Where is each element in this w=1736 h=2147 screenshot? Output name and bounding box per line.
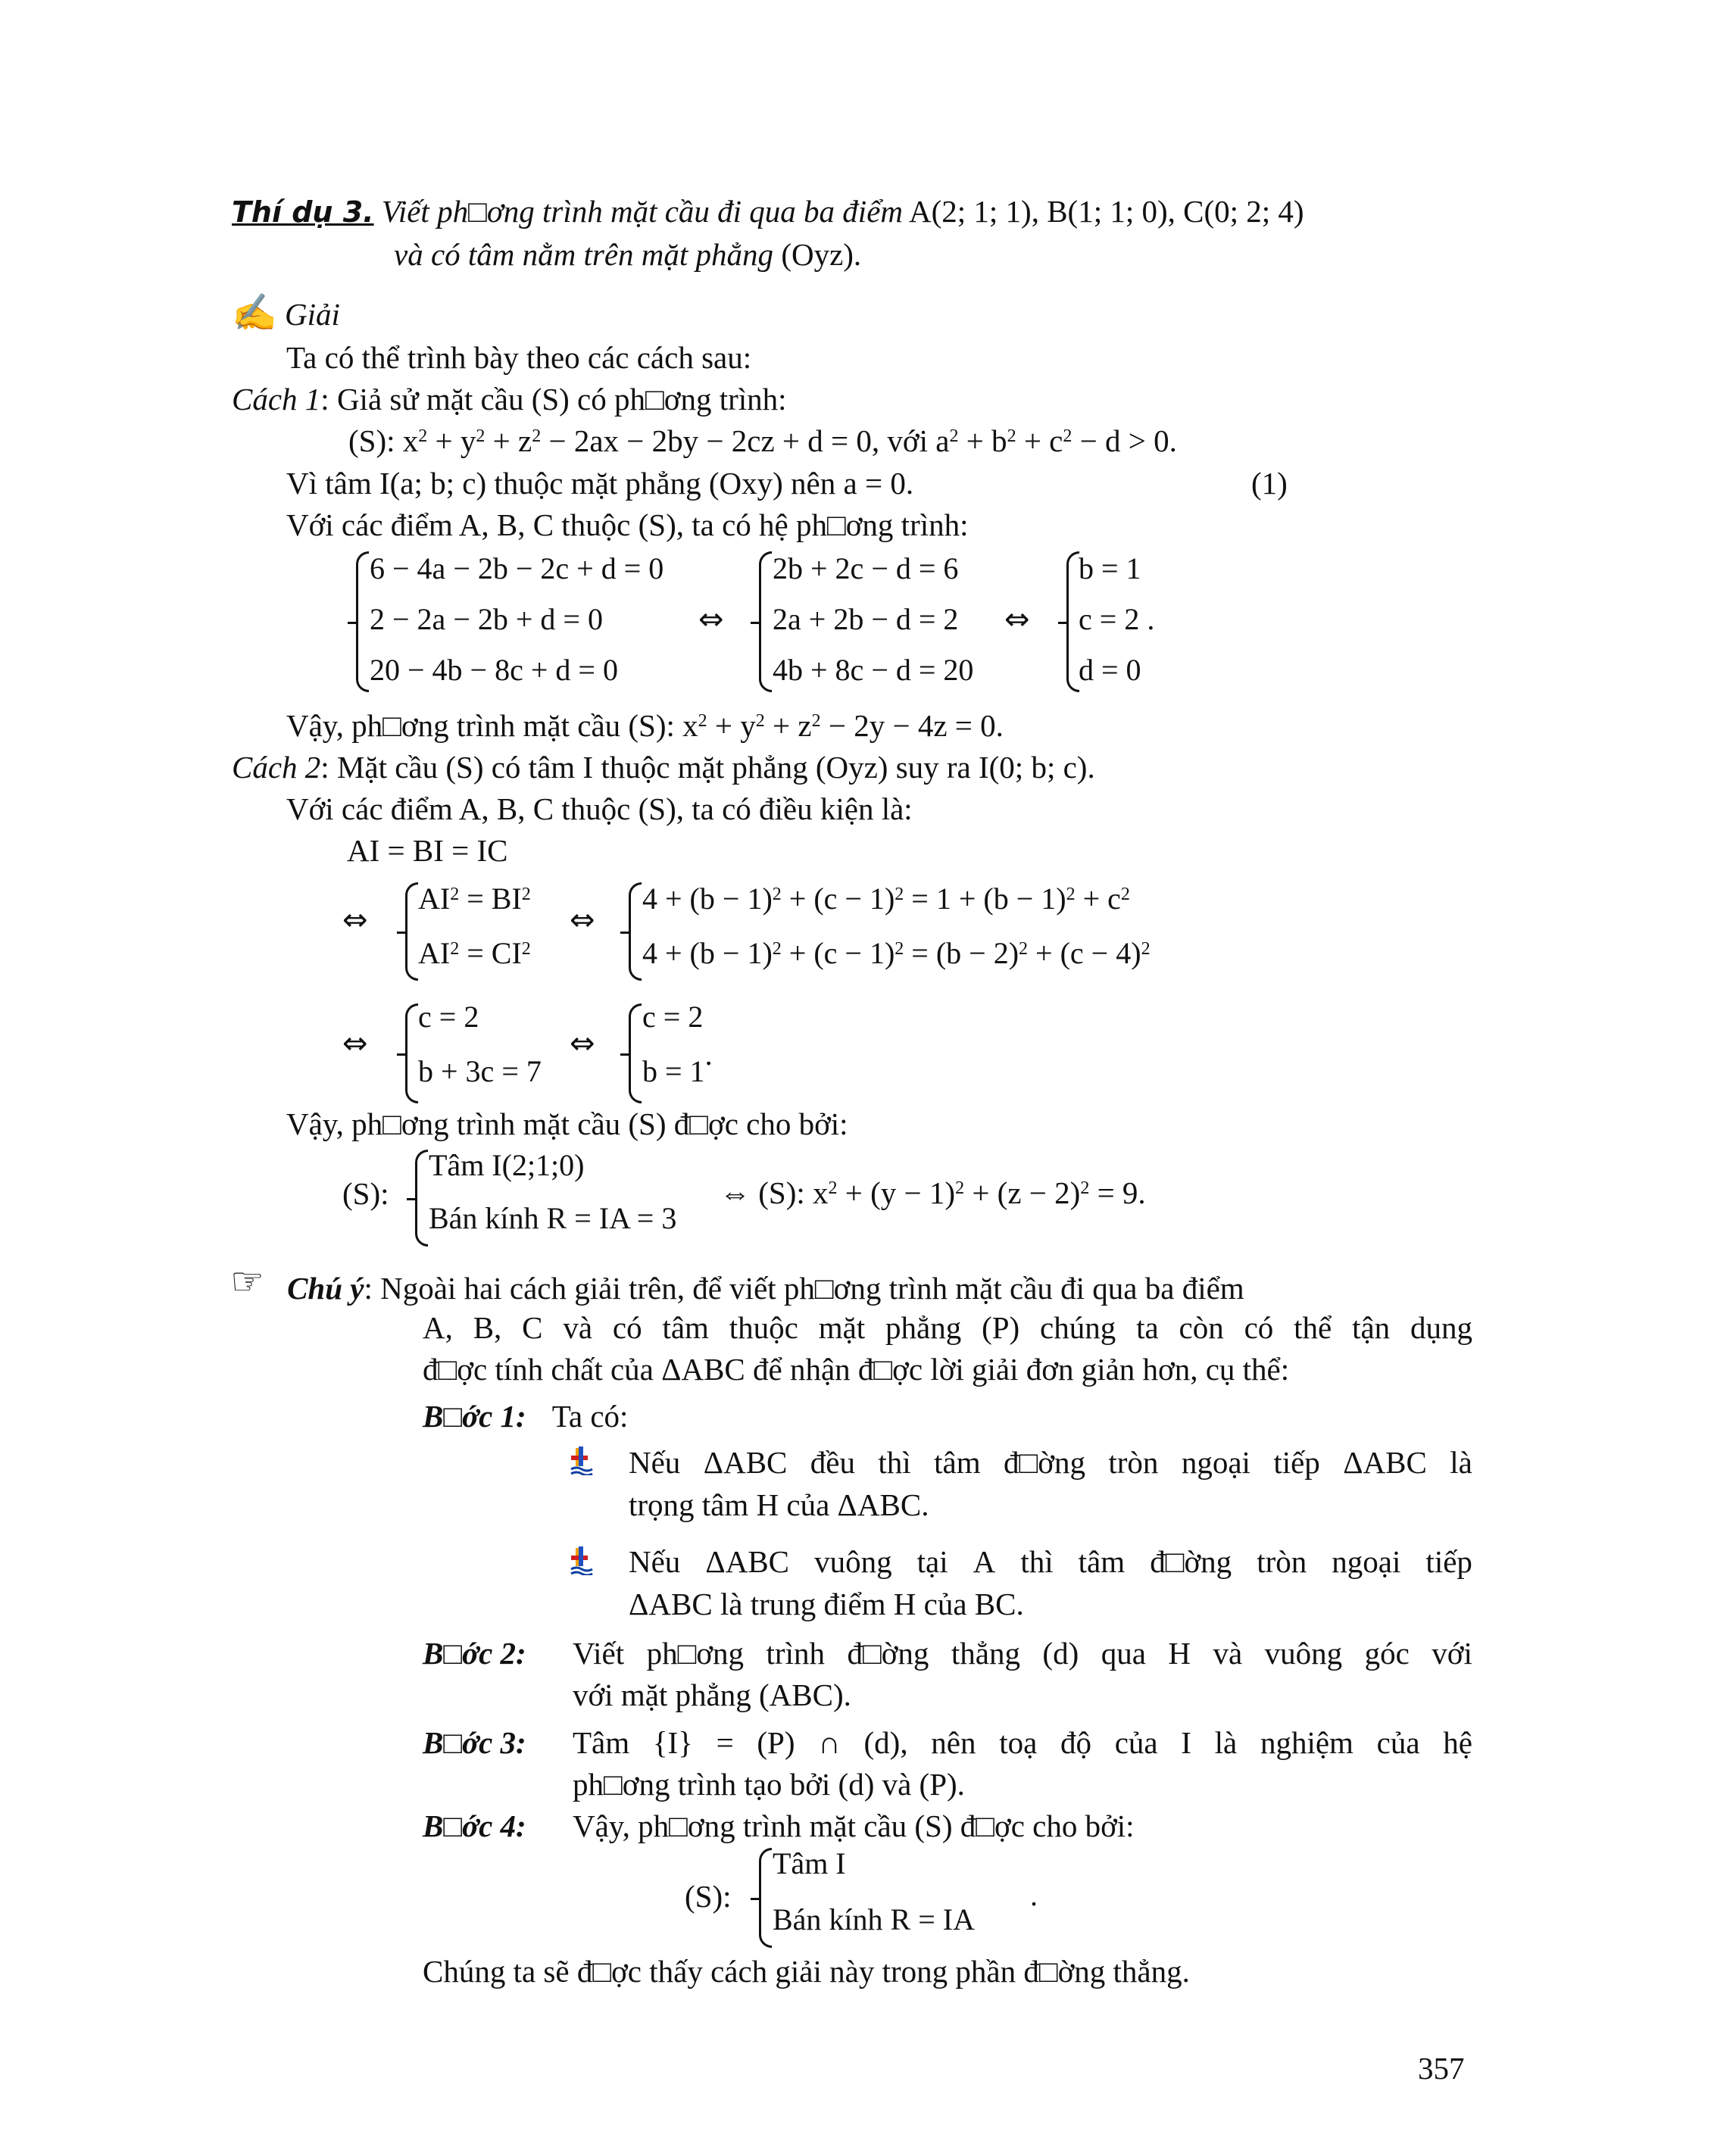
bullet-line: ΔABC là trung điểm H của BC. — [629, 1587, 1024, 1621]
solution-heading — [232, 294, 340, 334]
method1-heading: Cách 1: Giả sử mặt cầu (S) có ph□ơng trình: — [232, 382, 787, 417]
method1-sphere-equation: (S): $x^2 + y^2 + z^2 - 2ax - 2by - 2cz + d = 0$, với $a^2 + b^2 + c^2 - d > 0$. — [348, 423, 1177, 458]
step-1: B□ớc 1: Ta có: — [423, 1399, 629, 1434]
bullet-line: Nếu ΔABC vuông tại A thì tâm đ□ờng tròn ngoại tiếp — [629, 1544, 1472, 1579]
method2-condition-intro: Với các điểm A, B, C thuộc (S), ta có điều kiện là: — [286, 791, 913, 826]
method1-result: Vậy, ph□ơng trình mặt cầu (S): $x^2 + y^2 + z^2 - 2y - 4z = 0$. — [286, 708, 1004, 743]
brace — [415, 1150, 428, 1247]
bullet-icon — [570, 1545, 595, 1575]
equation-ref-1: (1) — [1251, 466, 1288, 501]
step-2-text: Viết ph□ơng trình đ□ờng thẳng (d) qua H và vuông góc với — [573, 1636, 1472, 1671]
bullet-line: Nếu ΔABC đều thì tâm đ□ờng tròn ngoại tiếp ΔABC là — [629, 1445, 1472, 1480]
note-line: A, B, C và có tâm thuộc mặt phẳng (P) chúng ta còn có thể tận dụng — [423, 1310, 1472, 1345]
sys8-rhs: ⇔ (S): $x^2 + (y - 1)^2 + (z - 2)^2 = 9$. — [720, 1175, 1146, 1210]
brace — [629, 882, 642, 981]
note-label: Chú ý — [287, 1271, 364, 1306]
method2-heading: Cách 2: Mặt cầu (S) có tâm I thuộc mặt phẳng (Oyz) suy ra I(0; b; c). — [232, 750, 1095, 785]
solution-title: Giải — [285, 297, 340, 332]
sys2-row: 2a + 2b − d = 2 — [773, 602, 959, 636]
sys3-row: c = 2 . — [1079, 602, 1155, 636]
solution-intro: Ta có thể trình bày theo các cách sau: — [286, 340, 752, 375]
sys1-row: 2 − 2a − 2b + d = 0 — [370, 602, 603, 636]
step-4-text: Vậy, ph□ơng trình mặt cầu (S) đ□ợc cho bởi: — [573, 1808, 1135, 1843]
note-final: Chúng ta sẽ đ□ợc thấy cách giải này trong phần đ□ờng thẳng. — [423, 1954, 1190, 1989]
pointing-hand-icon: ☞ — [230, 1260, 264, 1303]
sys1-row: 20 − 4b − 8c + d = 0 — [370, 653, 618, 687]
step-4: B□ớc 4: — [423, 1808, 526, 1843]
sys9-end: . — [1030, 1878, 1038, 1912]
equivalence-symbol: ⇔ — [570, 903, 595, 938]
brace — [356, 551, 369, 692]
note-first-line: ☞ Chú ý: Ngoài hai cách giải trên, để viết ph□ơng trình mặt cầu đi qua ba điểm — [230, 1260, 1244, 1306]
step-2: B□ớc 2: — [423, 1636, 526, 1671]
equivalence-symbol: ⇔ — [698, 602, 724, 637]
bullet-icon — [570, 1445, 595, 1475]
step-2-text: với mặt phẳng (ABC). — [573, 1677, 851, 1712]
sys7-row: b = 1. — [642, 1038, 713, 1088]
sys4-row: $AI^2 = BI^2$ — [418, 882, 531, 916]
method1-center-line: Vì tâm I(a; b; c) thuộc mặt phẳng (Oxy) nên a = 0. — [286, 466, 914, 501]
brace — [759, 1848, 772, 1948]
sys6-row: b + 3c = 7 — [418, 1054, 542, 1088]
note-line: đ□ợc tính chất của ΔABC để nhận đ□ợc lời giải đơn giản hơn, cụ thể: — [423, 1352, 1290, 1387]
example-text: Viết ph□ơng trình mặt cầu đi qua ba điểm — [381, 194, 903, 229]
method2-result-intro: Vậy, ph□ơng trình mặt cầu (S) đ□ợc cho bởi: — [286, 1106, 848, 1141]
pencil-icon: ✍ — [232, 293, 277, 333]
brace — [759, 551, 772, 692]
sys2-row: 2b + 2c − d = 6 — [773, 551, 959, 585]
example-points: A(2; 1; 1), B(1; 1; 0), C(0; 2; 4) — [909, 194, 1304, 229]
sys9-row: Tâm I — [773, 1846, 846, 1880]
equivalence-symbol: ⇔ — [342, 1026, 368, 1061]
step-3: B□ớc 3: — [423, 1725, 526, 1760]
step-3-text: ph□ơng trình tạo bởi (d) và (P). — [573, 1767, 965, 1802]
sys8-row: Bán kính R = IA = 3 — [429, 1201, 677, 1235]
sys6-row: c = 2 — [418, 1000, 479, 1034]
brace — [629, 1003, 642, 1103]
brace — [1066, 551, 1079, 692]
sys9-lhs: (S): — [685, 1879, 732, 1914]
method1-system-intro: Với các điểm A, B, C thuộc (S), ta có hệ ph□ơng trình: — [286, 507, 969, 542]
page-number: 357 — [1418, 2051, 1465, 2086]
sys7-row: c = 2 — [642, 1000, 704, 1034]
equivalence-symbol: ⇔ — [342, 903, 368, 938]
sys1-row: 6 − 4a − 2b − 2c + d = 0 — [370, 551, 664, 585]
example-title — [232, 192, 1304, 232]
method2-equal-distances: AI = BI = IC — [347, 833, 508, 868]
equivalence-symbol: ⇔ — [570, 1026, 595, 1061]
example-label: Thí dụ 3. — [232, 195, 374, 229]
sys9-row: Bán kính R = IA — [773, 1902, 975, 1936]
example-title-line2: và có tâm nằm trên mặt phẳng (Oyz). — [394, 237, 862, 272]
sys2-row: 4b + 8c − d = 20 — [773, 653, 974, 687]
bullet-line: trọng tâm H của ΔABC. — [629, 1487, 929, 1522]
equivalence-symbol: ⇔ — [1004, 602, 1030, 637]
step-3-text: Tâm {I} = (P) ∩ (d), nên toạ độ của I là nghiệm của hệ — [573, 1725, 1472, 1760]
brace — [405, 882, 418, 981]
sys5-row: $4 + (b - 1)^2 + (c - 1)^2 = (b - 2)^2 + (c - 4)^2$ — [642, 936, 1151, 970]
sys8-row: Tâm I(2;1;0) — [429, 1148, 585, 1182]
sys3-row: b = 1 — [1079, 551, 1141, 585]
sys8-lhs: (S): — [342, 1176, 389, 1211]
brace — [405, 1003, 418, 1103]
sys4-row: $AI^2 = CI^2$ — [418, 936, 531, 970]
sys5-row: $4 + (b - 1)^2 + (c - 1)^2 = 1 + (b - 1)^2 + c^2$ — [642, 882, 1130, 916]
sys3-row: d = 0 — [1079, 653, 1141, 687]
